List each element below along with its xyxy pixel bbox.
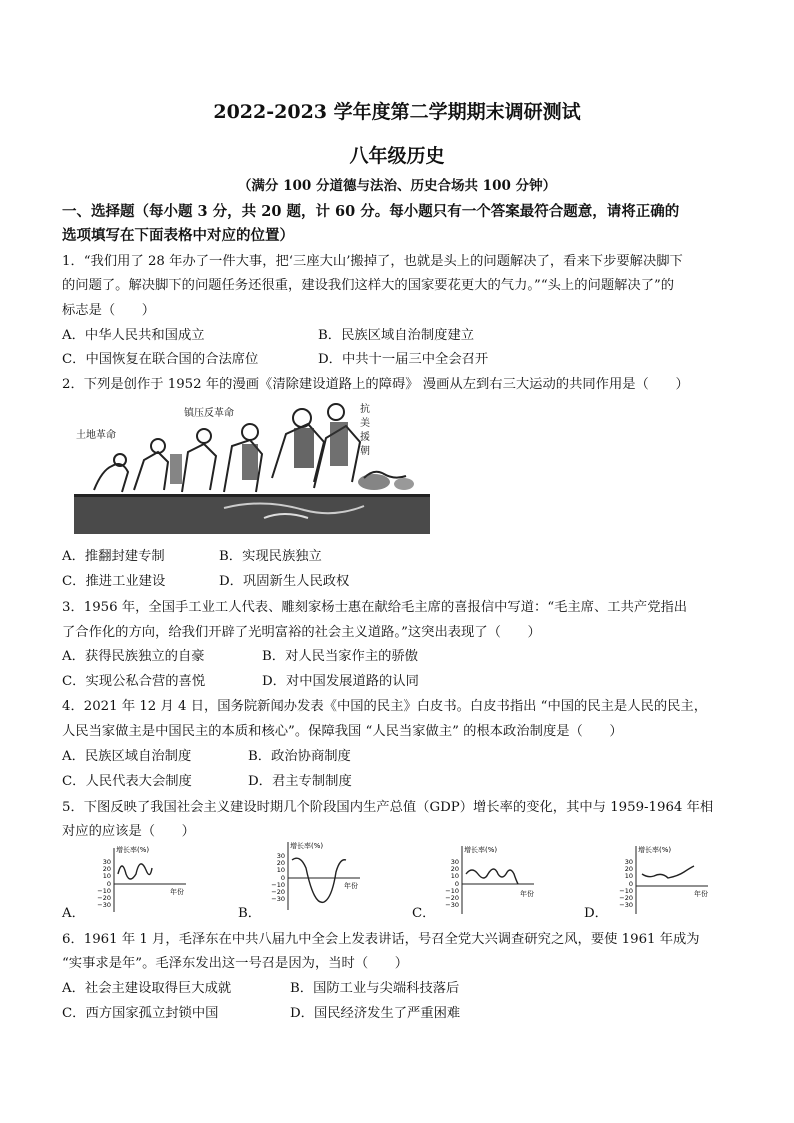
q6-option-d: D．国民经济发生了严重困难	[290, 1006, 461, 1021]
exam-subject: 八年级历史	[349, 145, 445, 167]
q6-option-a: A．社会主建设取得巨大成就	[62, 981, 232, 996]
q5-option-c-label: C．	[412, 906, 436, 921]
svg-text:20: 20	[450, 865, 459, 873]
graph-c-xlabel: 年份	[520, 890, 534, 898]
svg-text:30: 30	[276, 852, 285, 860]
svg-text:−30: −30	[271, 895, 285, 903]
q3-option-d: D．对中国发展道路的认同	[262, 674, 419, 689]
svg-text:−20: −20	[619, 894, 633, 902]
svg-text:0: 0	[280, 874, 285, 882]
svg-text:0: 0	[106, 880, 111, 888]
svg-text:0: 0	[628, 880, 633, 888]
q4-option-d: D．君主专制制度	[248, 774, 352, 789]
svg-text:−10: −10	[445, 887, 459, 895]
q5-option-b-label: B．	[238, 906, 262, 921]
q1-option-d: D．中共十一届三中全会召开	[318, 352, 489, 367]
q3-option-b: B．对人民当家作主的骄傲	[262, 649, 419, 664]
cartoon-label-yuan: 援	[360, 432, 370, 443]
q6-option-b: B．国防工业与尖端科技落后	[290, 981, 460, 996]
cartoon-label-mei: 美	[360, 418, 370, 429]
q1-option-b: B．民族区域自治制度建立	[318, 328, 475, 343]
q5-stem-line-2: 对应的应该是（ ）	[62, 824, 195, 839]
section-heading-line-1: 一、选择题（每小题 3 分，共 20 题，计 60 分。每小题只有一个答案最符合题意，请将正确的	[62, 203, 680, 220]
q4-option-c: C．人民代表大会制度	[62, 774, 192, 789]
graph-d-xlabel: 年份	[694, 890, 708, 898]
svg-text:30: 30	[624, 858, 633, 866]
gdp-graph-b	[258, 838, 364, 912]
q4-stem-line-1: 4．2021 年 12 月 4 日，国务院新闻办发表《中国的民主》白皮书。白皮书指出 “中国的民主是人民的民主，	[62, 699, 708, 714]
q5-option-a-label: A．	[62, 906, 85, 921]
exam-title: 2022-2023 学年度第二学期期末调研测试	[213, 101, 581, 123]
q2-option-a: A．推翻封建专制	[62, 549, 165, 564]
cartoon-label-suppress: 镇压反革命	[184, 408, 234, 419]
q4-stem-line-2: 人民当家做主是中国民主的本质和核心”。保障我国 “人民当家做主” 的根本政治制度是（ ）	[62, 724, 623, 739]
cartoon-label-land-reform: 土地革命	[76, 430, 116, 441]
svg-text:−20: −20	[97, 894, 111, 902]
q1-stem-line-3: 标志是（ ）	[62, 303, 156, 318]
q6-stem-line-1: 6．1961 年 1 月，毛泽东在中共八届九中全会上发表讲话，号召全党大兴调查研究之风，要使 1961 年成为	[62, 932, 700, 947]
graph-b-ylabel: 增长率(%)	[290, 842, 324, 850]
cartoon-image	[74, 398, 430, 534]
q4-option-b: B．政治协商制度	[248, 749, 351, 764]
q6-option-c: C．西方国家孤立封锁中国	[62, 1006, 219, 1021]
svg-text:10: 10	[450, 872, 459, 880]
svg-text:20: 20	[276, 859, 285, 867]
svg-text:−30: −30	[619, 901, 633, 909]
q3-stem-line-2: 了合作化的方向，给我们开辟了光明富裕的社会主义道路。”这突出表现了（ ）	[62, 625, 541, 640]
graph-d-ylabel: 增长率(%)	[638, 846, 672, 854]
graph-b-xlabel: 年份	[344, 882, 358, 890]
q6-stem-line-2: “实事求是年”。毛泽东发出这一号召是因为，当时（ ）	[62, 956, 409, 971]
svg-text:10: 10	[102, 872, 111, 880]
section-heading-line-2: 选项填写在下面表格中对应的位置）	[62, 227, 294, 244]
svg-text:30: 30	[102, 858, 111, 866]
q3-option-a: A．获得民族独立的自豪	[62, 649, 205, 664]
svg-text:20: 20	[102, 865, 111, 873]
q5-stem-line-1: 5．下图反映了我国社会主义建设时期几个阶段国内生产总值（GDP）增长率的变化，其中与 1959-1964 年相	[62, 800, 714, 815]
svg-text:20: 20	[624, 865, 633, 873]
gdp-graph-c	[432, 842, 538, 916]
q1-option-a: A．中华人民共和国成立	[62, 328, 205, 343]
svg-text:−10: −10	[619, 887, 633, 895]
cartoon-label-chao: 朝	[360, 446, 370, 457]
q1-stem-line-2: 的问题了。解决脚下的问题任务还很重，建设我们这样大的国家要花更大的气力。”“头上的问题解决了”的	[62, 278, 675, 293]
q2-option-b: B．实现民族独立	[219, 549, 322, 564]
svg-text:0: 0	[454, 880, 459, 888]
q1-option-c: C．中国恢复在联合国的合法席位	[62, 352, 259, 367]
cartoon-label-kang: 抗	[360, 404, 370, 415]
q3-stem-line-1: 3．1956 年，全国手工业工人代表、雕刻家杨士惠在献给毛主席的喜报信中写道：“毛主席、工共产党指出	[62, 600, 688, 615]
svg-text:30: 30	[450, 858, 459, 866]
svg-text:−10: −10	[97, 887, 111, 895]
gdp-graph-d	[606, 842, 712, 916]
svg-text:10: 10	[276, 866, 285, 874]
graph-c-ylabel: 增长率(%)	[464, 846, 498, 854]
exam-note: （满分 100 分道德与法治、历史合场共 100 分钟）	[237, 178, 557, 194]
svg-text:−20: −20	[271, 888, 285, 896]
q1-stem-line-1: 1．“我们用了 28 年办了一件大事，把‘三座大山’搬掉了，也就是头上的问题解决了，看来下步要解决脚下	[62, 254, 683, 269]
q5-option-d-label: D．	[584, 906, 608, 921]
graph-a-ylabel: 增长率(%)	[116, 846, 150, 854]
q2-stem-line-1: 2．下列是创作于 1952 年的漫画《清除建设道路上的障碍》 漫画从左到右三大运动的共同作用是（ ）	[62, 377, 689, 392]
svg-text:−20: −20	[445, 894, 459, 902]
q3-option-c: C．实现公私合营的喜悦	[62, 674, 206, 689]
svg-text:−10: −10	[271, 881, 285, 889]
q4-option-a: A．民族区域自治制度	[62, 749, 192, 764]
q2-option-c: C．推进工业建设	[62, 574, 166, 589]
svg-text:−30: −30	[97, 901, 111, 909]
q2-option-d: D．巩固新生人民政权	[219, 574, 350, 589]
gdp-graph-a	[84, 842, 190, 916]
graph-a-xlabel: 年份	[170, 888, 184, 896]
svg-text:10: 10	[624, 872, 633, 880]
svg-text:−30: −30	[445, 901, 459, 909]
